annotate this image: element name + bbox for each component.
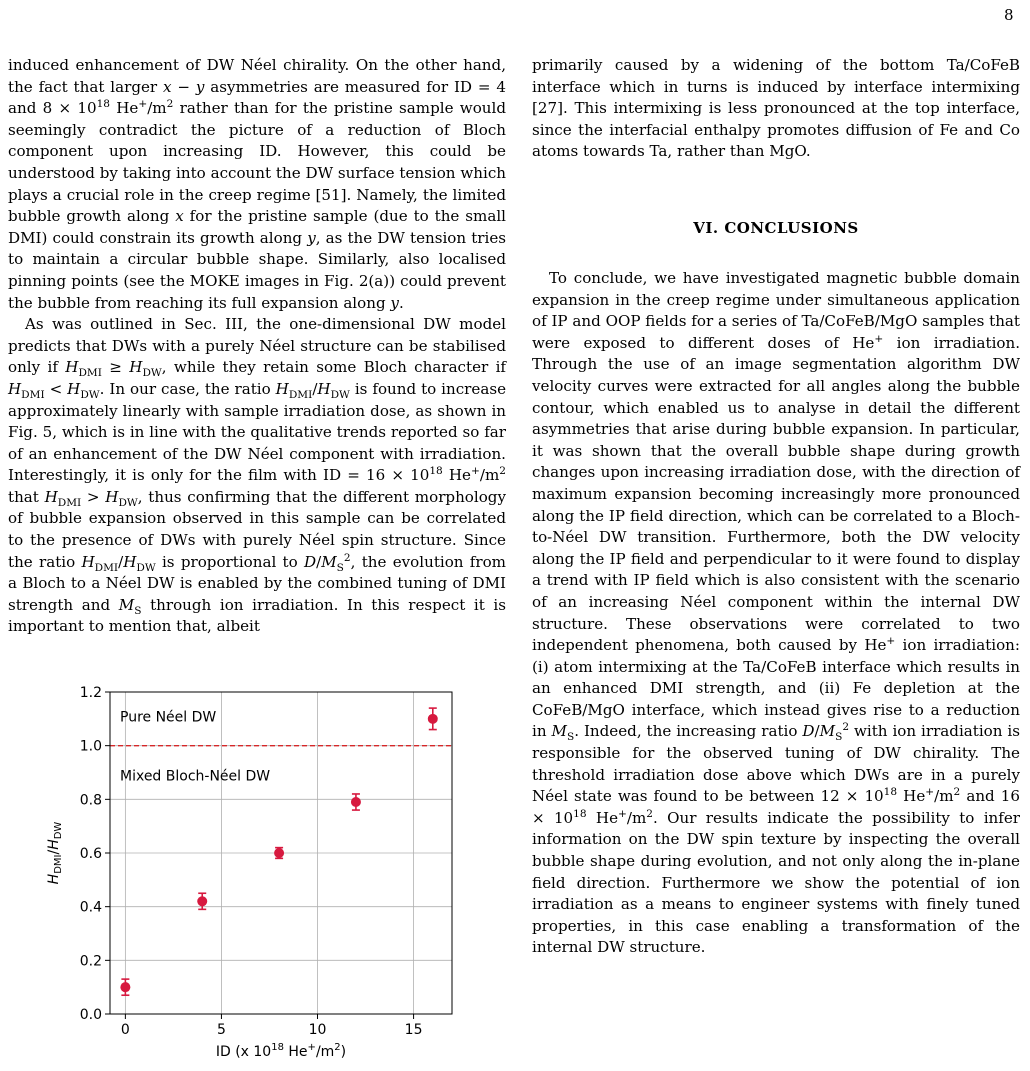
paragraph: As was outlined in Sec. III, the one-dimensional DW model predicts that DWs with a purely Néel structure can be stabilised only if $H_{DMI} \ge H_{DW}$, while they retain some Bloch character if $H_{DMI} < H_{DW}$. In our case, the ratio $H_{DMI}/H_{DW}$ is found to increase approximately linearly with sample irradiation dose, as shown in Fig. 5, which is in line with the qualitative trends reported so far of an enhancement of the DW Néel component with irradiation. Interestingly, it is only for the film with ID = $16 \times 10^{18}$ $He^+/m^2$ that $H_{DMI} > H_{DW}$, thus confirming that the different morphology of bubble expansion observed in this sample can be correlated to the presence of DWs with purely Néel spin structure. Since the ratio $H_{DMI}/H_{DW}$ is proportional to $D/M_S^2$, the evolution from a Bloch to a Néel DW is enabled by the combined tuning of DMI strength and $M_S$ through ion irradiation. In this respect it is important to mention that, albeit <box>8 315 506 636</box>
y-tick-label: 0.2 <box>79 953 102 970</box>
page-number: 8 <box>1004 6 1014 24</box>
y-tick-label: 0.4 <box>79 899 102 916</box>
y-tick-label: 0.6 <box>79 846 102 862</box>
figure-5-chart <box>20 680 480 1060</box>
annotation-pure-neel: Pure Néel DW <box>120 709 217 726</box>
x-tick-label: 5 <box>216 1022 226 1038</box>
paragraph: To conclude, we have investigated magnetic bubble domain expansion in the creep regime under simultaneous application of IP and OOP fields for a series of Ta/CoFeB/MgO samples that were exposed to different doses of He+ ion irradiation. Through the use of an image segmentation algorithm DW velocity curves were extracted for all angles along the bubble contour, which enabled us to analyse in detail the different asymmetries that arise during bubble expansion. In particular, it was shown that the overall bubble shape during growth changes upon increasing irradiation dose, with the direction of maximum expansion becoming increasingly more pronounced along the IP field direction, which can be correlated to a Bloch-to-Néel DW transition. Furthermore, both the DW velocity along the IP field and perpendicular to it were found to display a trend with IP field which is also consistent with the scenario of an increasing Néel component within the internal DW structure. These observations were correlated to two independent phenomena, both caused by He+ ion irradiation: (i) atom intermixing at the Ta/CoFeB interface which results in an enhanced DMI strength, and (ii) Fe depletion at the CoFeB/MgO interface, which instead gives rise to a reduction in $M_S$. Indeed, the increasing ratio $D/M_S^2$ with ion irradiation is responsible for the observed tuning of DW chirality. The threshold irradiation dose above which DWs are in a purely Néel state was found to be between $12 \times 10^{18}$ $He^+/m^2$ and $16 \times 10^{18}$ $He^+/m^2$. Our results indicate the possibility to infer information on the DW spin texture by inspecting the overall bubble shape during evolution, and not only along the in-plane field direction. Furthermore we show the potential of ion irradiation as a means to engineer systems with finely tuned properties, in this case enabling a transformation of the internal DW structure. <box>532 269 1020 957</box>
y-axis-label: $H_{DMI}/H_{DW}$ <box>46 821 64 885</box>
y-axis-ticks <box>80 685 110 1023</box>
x-tick-label: 10 <box>308 1022 327 1038</box>
y-tick-label: 1.2 <box>79 685 102 701</box>
y-tick-label: 0.8 <box>79 792 102 809</box>
x-axis-ticks <box>121 1014 423 1038</box>
y-tick-label: 1.0 <box>79 738 102 755</box>
right-column-top <box>532 55 1020 163</box>
data-point <box>274 848 284 858</box>
paragraph: primarily caused by a widening of the bottom Ta/CoFeB interface which in turns is induced by interface intermixing [27]. This intermixing is less pronounced at the top interface, since the interfacial enthalpy promotes diffusion of Fe and Co atoms towards Ta, rather than MgO. <box>532 56 1020 161</box>
left-column <box>8 55 506 638</box>
data-point <box>120 982 130 992</box>
x-axis-label: ID (x $10^{18}$ $He^+/m^2$) <box>215 1042 347 1060</box>
annotation-mixed-bloch-neel: Mixed Bloch-Néel DW <box>120 768 271 785</box>
data-point <box>428 714 438 724</box>
data-point <box>351 797 361 807</box>
x-tick-label: 15 <box>404 1022 423 1038</box>
data-point <box>197 896 207 906</box>
section-heading: VI. CONCLUSIONS <box>693 219 859 237</box>
y-tick-label: 0.0 <box>79 1007 102 1023</box>
right-column-conclusions <box>532 268 1020 959</box>
paragraph: induced enhancement of DW Néel chirality. On the other hand, the fact that larger x − y asymmetries are measured for ID = 4 and $8 \times 10^{18}$ $He^+/m^2$ rather than for the pristine sample would seemingly contradict the picture of a reduction of Bloch component upon increasing ID. However, this could be understood by taking into account the DW surface tension which plays a crucial role in the creep regime [51]. Namely, the limited bubble growth along x for the pristine sample (due to the small DMI) could constrain its growth along y, as the DW tension tries to maintain a circular bubble shape. Similarly, also localised pinning points (see the MOKE images in Fig. 2(a)) could prevent the bubble from reaching its full expansion along y. <box>8 56 506 312</box>
x-tick-label: 0 <box>120 1022 130 1038</box>
